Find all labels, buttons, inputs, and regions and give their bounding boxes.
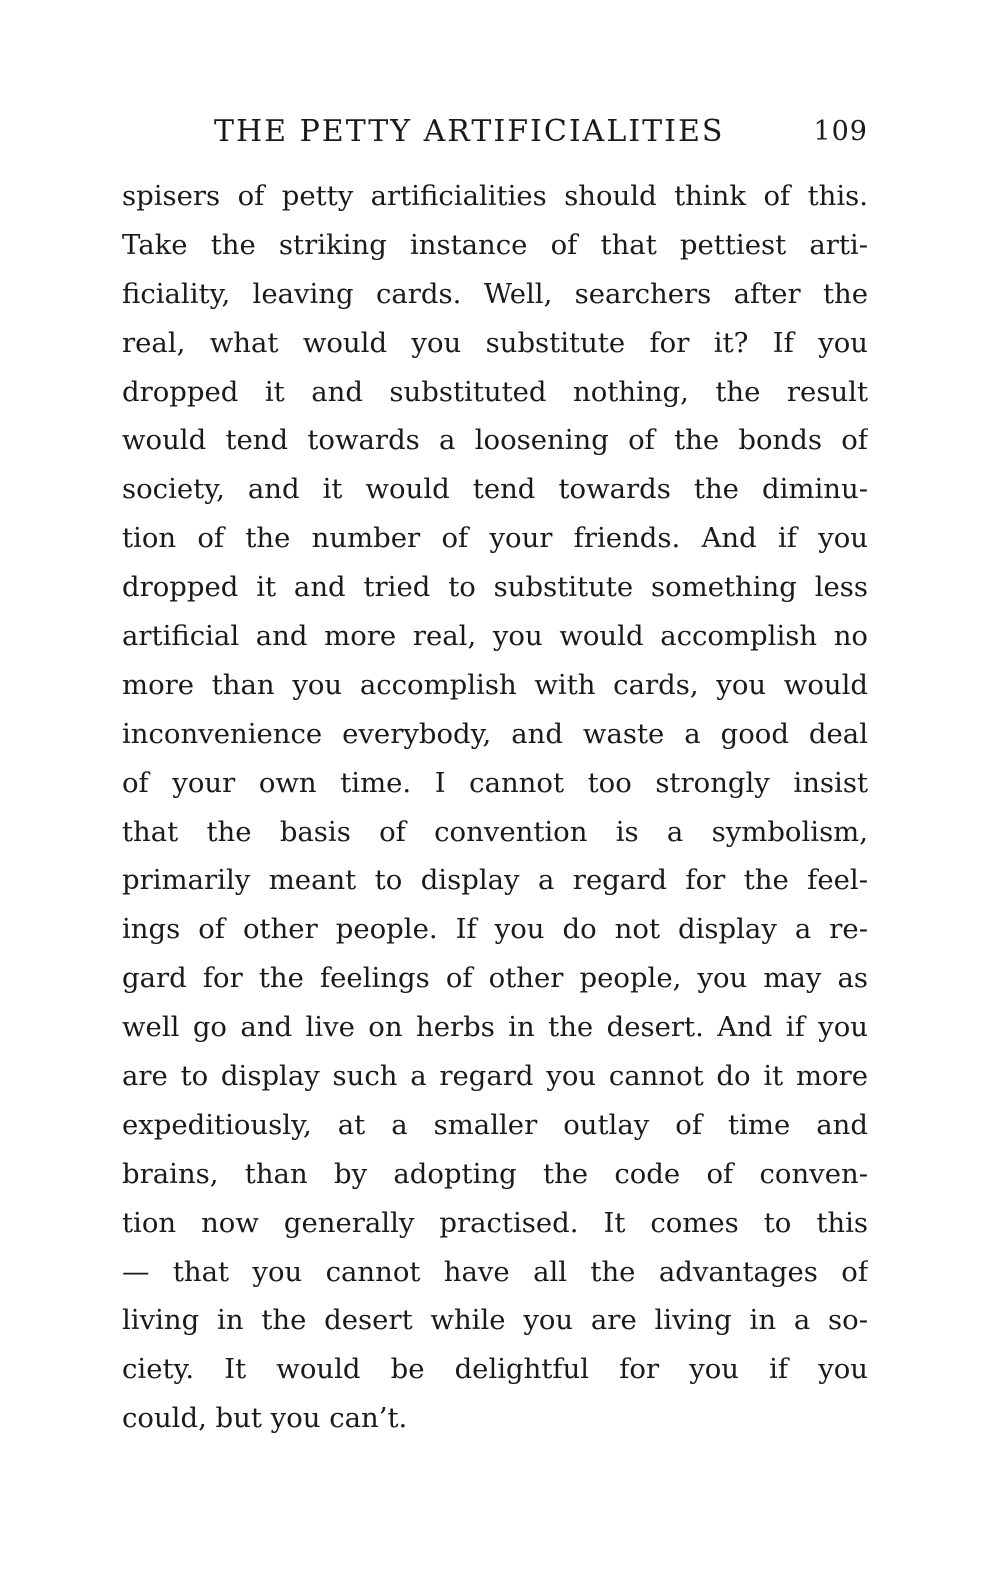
text-line: that the basis of convention is a symbolism, xyxy=(122,815,868,848)
text-line: society, and it would tend towards the diminu- xyxy=(122,473,868,506)
text-line: spisers of petty artificialities should think of this. xyxy=(122,180,868,212)
text-line: artificial and more real, you would accomplish no xyxy=(122,620,868,653)
text-line: — that you cannot have all the advantages of xyxy=(122,1255,868,1288)
text-line-last: could, but you can’t. xyxy=(122,1402,408,1435)
text-line: well go and live on herbs in the desert. And if you xyxy=(122,1011,868,1044)
text-line: living in the desert while you are living in a so- xyxy=(122,1304,868,1337)
text-line: ings of other people. If you do not display a re- xyxy=(122,913,868,946)
text-line: dropped it and tried to substitute something less xyxy=(122,571,868,604)
text-line: gard for the feelings of other people, you may as xyxy=(122,962,868,995)
text-line: real, what would you substitute for it? If you xyxy=(122,326,868,359)
text-line: tion now generally practised. It comes to this xyxy=(122,1206,868,1239)
body-text xyxy=(122,172,868,1443)
text-line: ficiality, leaving cards. Well, searchers after the xyxy=(122,277,868,310)
text-line: primarily meant to display a regard for the feel- xyxy=(122,864,868,897)
text-line: more than you accomplish with cards, you would xyxy=(122,668,868,701)
text-line: ciety. It would be delightful for you if you xyxy=(122,1353,868,1386)
text-line: of your own time. I cannot too strongly insist xyxy=(122,766,868,799)
running-title: THE PETTY ARTIFICIALITIES xyxy=(214,114,725,149)
text-line: inconvenience everybody, and waste a good deal xyxy=(122,717,868,750)
page-number: 109 xyxy=(813,116,868,147)
text-line: are to display such a regard you cannot do it more xyxy=(122,1060,868,1093)
text-line: dropped it and substituted nothing, the result xyxy=(122,375,868,408)
text-line: would tend towards a loosening of the bonds of xyxy=(122,424,868,457)
text-line: expeditiously, at a smaller outlay of time and xyxy=(122,1108,868,1141)
running-head xyxy=(122,112,868,152)
text-line: Take the striking instance of that pettiest arti- xyxy=(122,228,868,261)
text-line: tion of the number of your friends. And if you xyxy=(122,522,868,555)
text-line: brains, than by adopting the code of conven- xyxy=(122,1157,868,1190)
